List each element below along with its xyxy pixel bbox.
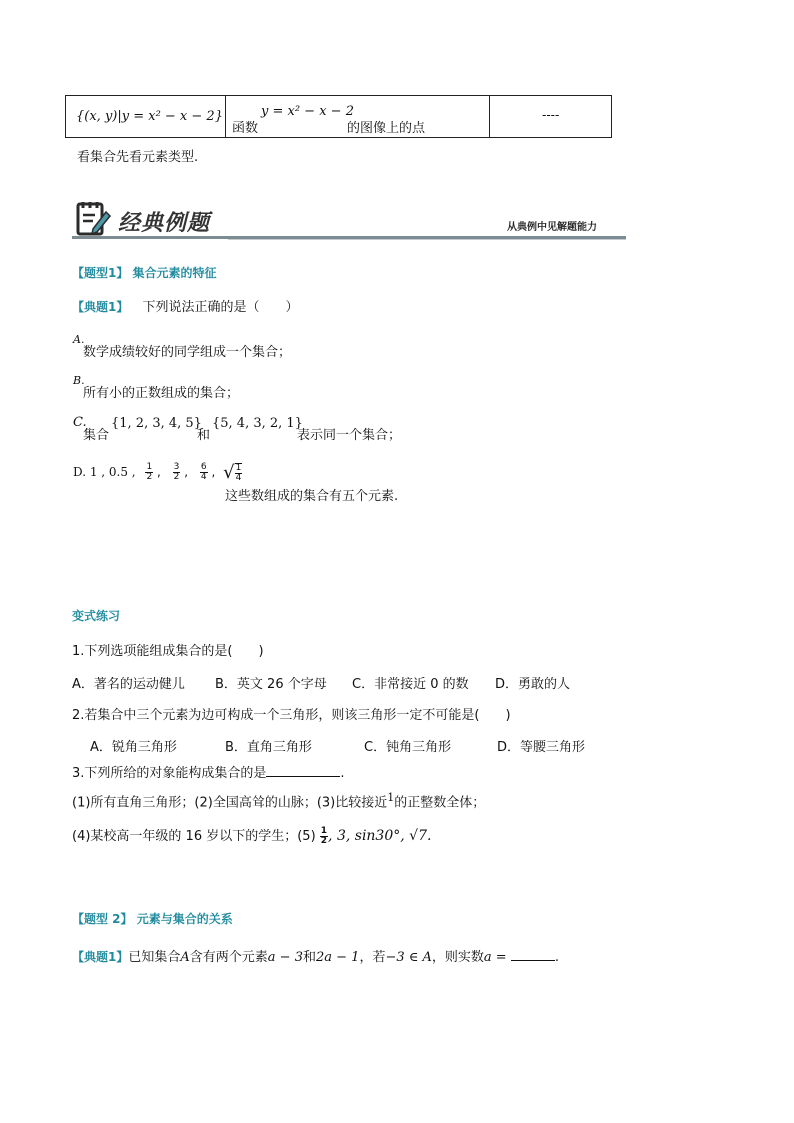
fraction-6-4: $\frac{6}{4}$ <box>200 462 207 482</box>
q2-option-c: C．钝角三角形 <box>364 740 452 755</box>
example-label: 【典题1】 <box>72 300 129 314</box>
section1-heading: 【题型1】 集合元素的特征 <box>72 266 217 280</box>
banner-divider-thin <box>228 239 626 240</box>
desc-formula: y = x² − x − 2 <box>261 104 354 119</box>
answer-blank-2 <box>511 948 555 961</box>
option-c-set1: {1, 2, 3, 4, 5} <box>111 416 202 431</box>
section1-example <box>72 296 299 315</box>
option-a-letter: A. <box>73 333 85 346</box>
question-1: 1.下列选项能组成集合的是( ) <box>72 644 264 659</box>
set-table <box>65 95 612 138</box>
fraction-1-2: $\frac{1}{2}$ <box>146 462 153 482</box>
notebook-pencil-icon <box>75 200 113 238</box>
desc-suffix: 的图像上的点 <box>347 121 426 136</box>
q1-option-a: A．著名的运动健儿 <box>72 677 185 692</box>
question-3: 3.下列所给的对象能构成集合的是 . <box>72 766 345 781</box>
variant-heading: 变式练习 <box>72 609 121 623</box>
q1-option-b: B．英文 26 个字母 <box>215 677 327 692</box>
banner-title: 经典例题 <box>118 210 211 236</box>
note-text: 看集合先看元素类型. <box>77 150 199 165</box>
sqrt-fraction-1-4: $\frac{1}{4}$ <box>235 462 242 483</box>
option-d-prefix: D. 1 , 0.5 , <box>73 465 136 479</box>
section2-example: 【典题1】已知集合A含有两个元素a − 3和2a − 1，若−3 ∈ A，则实数a = . <box>72 950 559 965</box>
set-expression: {(x, y)|y = x² − x − 2} <box>76 109 223 124</box>
section2-heading: 【题型 2】 元素与集合的关系 <box>72 912 233 926</box>
table-placeholder-dashes: ---- <box>542 108 560 122</box>
q1-option-d: D．勇敢的人 <box>495 677 571 692</box>
option-c-text-2: 和 <box>197 428 211 443</box>
table-cell-set <box>66 96 226 137</box>
option-c-text-1: 集合 <box>83 428 110 443</box>
option-c-letter: C. <box>73 415 87 430</box>
banner-subtitle: 从典例中见解题能力 <box>507 222 597 233</box>
fraction-3-2: $\frac{3}{2}$ <box>173 462 180 482</box>
q2-option-b: B．直角三角形 <box>225 740 312 755</box>
q1-option-c: C．非常接近 0 的数 <box>352 677 469 692</box>
option-a-text: 数学成绩较好的同学组成一个集合； <box>83 345 292 360</box>
option-b-letter: B. <box>73 374 85 387</box>
question-3-line-1: (1)所有直角三角形；(2)全国高耸的山脉；(3)比较接近$^1$的正整数全体； <box>72 791 486 811</box>
table-cell-description <box>226 96 490 137</box>
option-d: D. 1 , 0.5 , $\frac{1}{2}$ , $\frac{3}{2}$ , $\frac{6}{4}$ , √ $\frac{1}{4}$ <box>73 462 242 483</box>
desc-prefix: 函数 <box>232 121 259 136</box>
fraction-1-2-q3: $\frac{1}{2}$ <box>320 826 328 846</box>
question-3-line-2: (4)某校高一年级的 16 岁以下的学生；(5) $\frac{1}{2}$ , 3, sin30°, √7. <box>72 826 432 846</box>
question-2: 2.若集合中三个元素为边可构成一个三角形，则该三角形一定不可能是( ) <box>72 708 511 723</box>
option-b-text: 所有小的正数组成的集合； <box>83 386 240 401</box>
question-3-text: 3.下列所给的对象能构成集合的是 <box>72 766 267 781</box>
option-c-text-3: 表示同一个集合； <box>297 428 402 443</box>
q2-option-a: A．锐角三角形 <box>90 740 177 755</box>
table-cell-third <box>490 96 611 137</box>
q2-option-d: D．等腰三角形 <box>497 740 586 755</box>
example-question: 下列说法正确的是（ ） <box>142 300 299 315</box>
option-d-suffix: 这些数组成的集合有五个元素. <box>225 489 399 504</box>
sqrt-sign-icon: √ <box>223 462 235 483</box>
option-c-set2: {5, 4, 3, 2, 1} <box>212 416 303 431</box>
answer-blank <box>266 764 340 777</box>
